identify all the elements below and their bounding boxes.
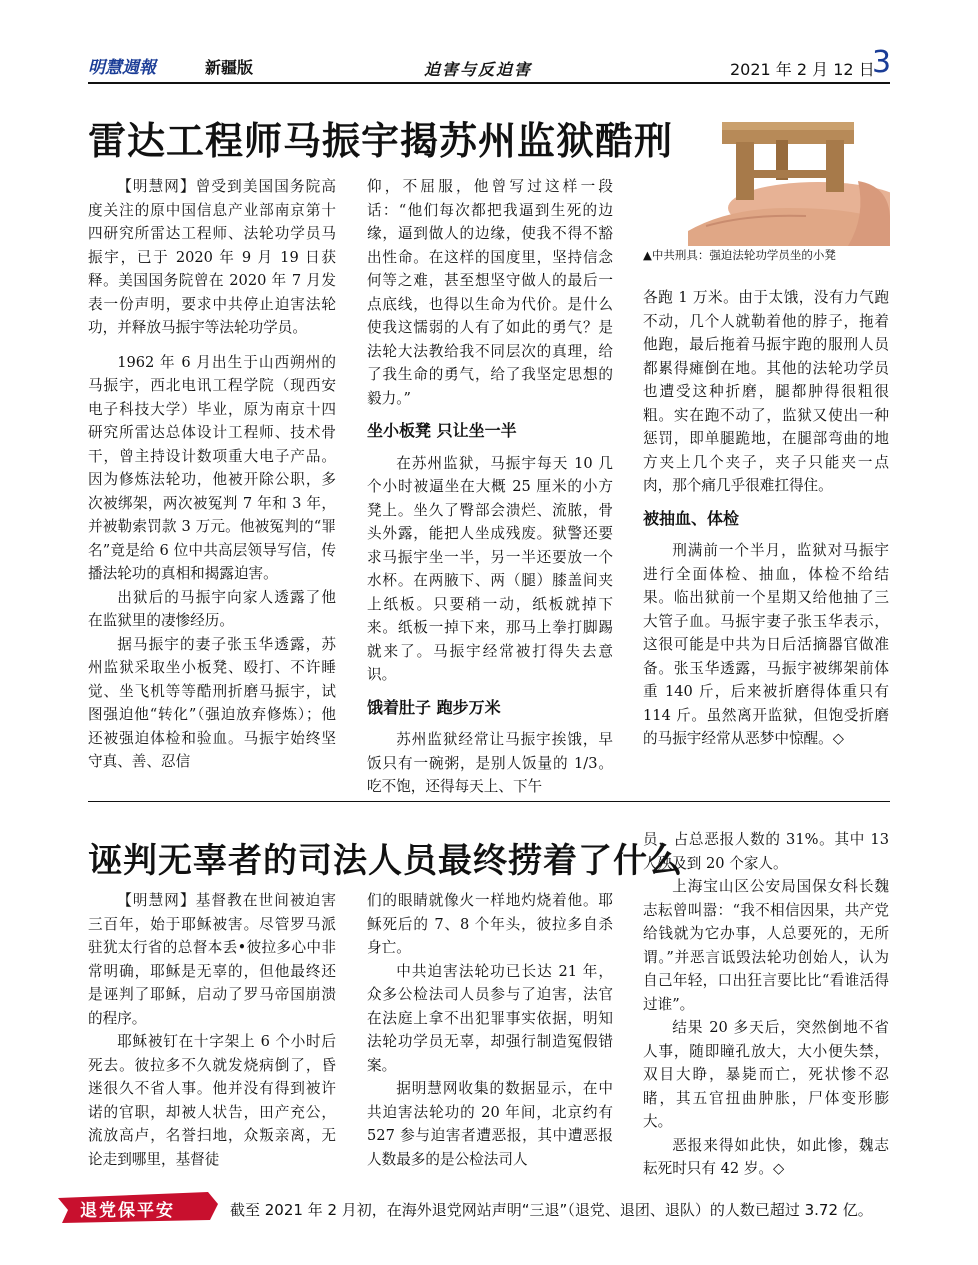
quit-party-badge [58, 1190, 218, 1224]
paper-name: 明慧週報 [88, 58, 156, 78]
paragraph: 【明慧网】曾受到美国国务院高度关注的原中国信息产业部南京第十四研究所雷达工程师、法轮功学员马振宇，已于 2020 年 9 月 19 日获释。美国国务院曾在 2020 年 7 月发表一份声明，要求中共停止迫害法轮功，并释放马振宇等法轮功学员。 [88, 178, 336, 336]
paragraph: 在苏州监狱，马振宇每天 10 几个小时被逼坐在大概 25 厘米的小方凳上。坐久了臀部会溃烂、流脓，骨头外露，能把人坐成残废。狱警还要求马振宇坐一半，另一半还要放一个水杯。在两腋下、两（腿）膝盖间夹上纸板。只要稍一动，纸板就掉下来。纸板一掉下来，那马上拳打脚踢就来了。马振宇经常被打得失去意识。 [367, 454, 613, 683]
subheading: 被抽血、体检 [643, 508, 740, 528]
article-divider [88, 801, 890, 802]
paragraph: 据马振宇的妻子张玉华透露，苏州监狱采取坐小板凳、殴打、不许睡觉、坐飞机等等酷刑折磨马振宇，试图强迫他“转化”（强迫放弃修炼）；他还被强迫体检和验血。马振宇始终坚守真、善、忍信 [88, 635, 336, 770]
paragraph: 恶报来得如此快，如此惨，魏志耘死时只有 42 岁。◇ [643, 1136, 889, 1177]
paragraph: 中共迫害法轮功已长达 21 年，众多公检法司人员参与了迫害，法官在法庭上拿不出犯罪事实依据，明知法轮功学员无辜，却强行制造冤假错案。 [367, 962, 613, 1074]
article1-column-2 [367, 175, 613, 799]
paragraph: 据明慧网收集的数据显示，在中共迫害法轮功的 20 年间，北京约有 527 参与迫害者遭恶报，其中遭恶报人数最多的是公检法司人 [367, 1080, 613, 1168]
article2-headline: 诬判无辜者的司法人员最终捞着了什么 [88, 841, 683, 881]
article2-column-1 [88, 889, 336, 1171]
paragraph: 刑满前一个半月，监狱对马振宇进行全面体检、抽血，体检不给结果。临出狱前一个星期又给他抽了三大管子血。马振宇妻子张玉华表示，这很可能是中共为日后活摘器官做准备。张玉华透露，马振宇被绑架前体重 140 斤，后来被折磨得体重只有 114 斤。虽然离开监狱，但饱受折磨的马振宇经常从恶梦中惊醒。◇ [643, 542, 889, 747]
paragraph: 上海宝山区公安局国保女科长魏志耘曾叫嚣：“我不相信因果，共产党给钱就为它办事，人总要死的，无所谓。”并恶言诋毁法轮功创始人，认为自己年轻，口出狂言要比比“看谁活得过谁”。 [643, 878, 889, 1013]
paragraph: 结果 20 多天后，突然倒地不省人事，随即瞳孔放大，大小便失禁，双目大睁，暴毙而亡，死状惨不忍睹，其五官扭曲肿胀，尸体变形膨大。 [643, 1019, 889, 1130]
subheading: 饿着肚子 跑步万米 [367, 697, 501, 717]
article1-column-1 [88, 175, 336, 774]
stool-photo [688, 96, 890, 246]
page-number: 3 [872, 45, 892, 80]
article2-column-3 [643, 828, 889, 1181]
paragraph: 1962 年 6 月出生于山西朔州的马振宇，西北电讯工程学院（现西安电子科技大学）毕业，原为南京十四研究所雷达总体设计工程师、技术骨干，曾主持设计数项重大电子产品。因为修炼法轮功，他被开除公职，多次被绑架，两次被冤判 7 年和 3 年，并被勒索罚款 3 万元。他被冤判的“罪名”竟是给 6 位中共高层领导写信，传播法轮功的真相和揭露迫害。 [88, 353, 336, 582]
article2-column-2 [367, 889, 613, 1171]
issue-date: 2021 年 2 月 12 日 [730, 60, 875, 79]
paragraph: 耶稣被钉在十字架上 6 个小时后死去。彼拉多不久就发烧病倒了，昏迷很久不省人事。他并没有得到被许诺的官职，却被人状告，田产充公，流放高卢，名誉扫地，众叛亲离，无论走到哪里，基督徒 [88, 1033, 336, 1168]
article1-column-3 [643, 286, 889, 751]
paragraph: 员，占总恶报人数的 31%。其中 13 人殃及到 20 个家人。 [643, 831, 889, 872]
paragraph: 出狱后的马振宇向家人透露了他在监狱里的凄惨经历。 [88, 588, 336, 629]
paragraph: 们的眼睛就像火一样地灼烧着他。耶稣死后的 7、8 个年头，彼拉多自杀身亡。 [367, 892, 613, 956]
stool-image [688, 96, 890, 246]
image-caption: ▲中共刑具：强迫法轮功学员坐的小凳 [643, 248, 836, 262]
header-rule [88, 82, 890, 84]
footer-notice: 截至 2021 年 2 月初，在海外退党网站声明“三退”（退党、退团、退队）的人数已超过 3.72 亿。 [230, 1201, 873, 1219]
paragraph: 【明慧网】基督教在世间被迫害三百年，始于耶稣被害。尽管罗马派驻犹太行省的总督本丢•彼拉多心中非常明确，耶稣是无辜的，但他最终还是诬判了耶稣，启动了罗马帝国崩溃的程序。 [88, 892, 336, 1027]
badge-label: 退党保平安 [80, 1201, 175, 1221]
paragraph: 苏州监狱经常让马振宇挨饿，早饭只有一碗粥，是别人饭量的 1/3。吃不饱，还得每天上、下午 [367, 731, 613, 795]
paragraph: 各跑 1 万米。由于太饿，没有力气跑不动，几个人就勒着他的脖子，拖着他跑，最后拖着马振宇跑的服刑人员都累得瘫倒在地。其他的法轮功学员也遭受这种折磨，腿都肿得很粗很粗。实在跑不动了，监狱又使出一种惩罚，即单腿跪地，在腿部弯曲的地方夹上几个夹子，夹子只能夹一点肉，那个痛几乎很难扛得住。 [643, 289, 889, 494]
edition-label: 新疆版 [205, 58, 254, 77]
section-title: 迫害与反迫害 [424, 60, 533, 79]
subheading: 坐小板凳 只让坐一半 [367, 421, 517, 440]
paragraph: 仰，不屈服，他曾写过这样一段话：“他们每次都把我逼到生死的边缘，逼到做人的边缘，使我不得不豁出性命。在这样的国度里，坚持信念何等之难，甚至想坚守做人的最后一点底线，也得以生命为代价。是什么使我这懦弱的人有了如此的勇气？是法轮大法教给我不同层次的真理，给了我生命的勇气，给了我坚定思想的毅力。” [367, 178, 613, 407]
article1-headline: 雷达工程师马振宇揭苏州监狱酷刑 [88, 119, 674, 163]
